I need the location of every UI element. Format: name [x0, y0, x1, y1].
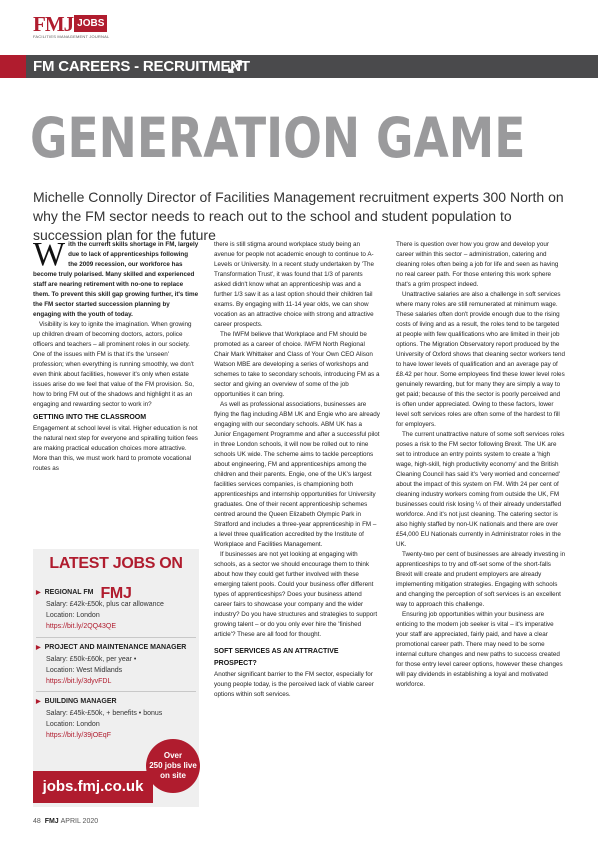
page-number: 48 — [33, 818, 41, 825]
job-title: REGIONAL FM — [44, 589, 94, 596]
body-paragraph: Ensuring job opportunities within your business are enticing to the modern job seeker is vital – it's imperative your staff are appreciated, fairly paid, and have a clear promotional career path. There may need to be some internal culture changes and new paths to success created for those entry level career options, however these changes will pay dividends in establishing a loyal and motivated workforce. — [396, 611, 563, 688]
section-title: FM CAREERS - RECRUITMENT — [33, 58, 250, 75]
job-salary: Salary: £42k-£50k, plus car allowance — [46, 601, 164, 608]
job-title: BUILDING MANAGER — [44, 698, 117, 705]
job-salary: Salary: £50k-£60k, per year • — [46, 656, 137, 663]
job-link[interactable]: https://bit.ly/2QQ43QE — [46, 623, 117, 630]
logo-jobs-box: JOBS — [74, 15, 107, 32]
body-paragraph: The current unattractive nature of some soft services roles poses a risk to the FM sector following Brexit. The UK are set to introduce an entry points system to create a 'high wage, high-skill, high productivity economy' and the British Cleaning Council has said it's 'very worried and concerned' about the impact of this system on FM. With 24 per cent of cleaning industry workers coming from outside the UK, FM businesses could risk losing ¼ of their already understaffed workforce. And it's not just cleaning. The catering sector is also highly staffed by non-UK nationals and there are over £54,000 EU Nationals currently in Administrator roles in the UK. — [396, 431, 565, 548]
body-paragraph: If businesses are not yet looking at engaging with schools, as a sector we should encourage them to think about how they could get further involved with these emerging talent pools. Could your business offer different types of apprenticeships? Does your business attend career fairs to showcase your company and the wider industry? Do you have structures and strategies to support growing talent – or do you only ever hire the 'finished article'? These are all food for thought. — [214, 551, 378, 638]
job-salary: Salary: £45k-£50k, + benefits • bonus — [46, 710, 163, 717]
dropcap: W — [33, 236, 66, 273]
badge-line: 250 jobs live — [149, 761, 197, 770]
badge-line: Over — [163, 751, 183, 760]
triangle-bullet-icon: ▶ — [36, 699, 41, 705]
job-link[interactable]: https://bit.ly/3dyvFDL — [46, 678, 112, 685]
triangle-bullet-icon: ▶ — [36, 590, 41, 596]
folio-issue: APRIL 2020 — [60, 818, 99, 825]
latest-jobs-heading: LATEST JOBS ON FMJ — [49, 555, 183, 602]
article-column-2 — [214, 240, 380, 700]
job-location: Location: London — [46, 612, 100, 619]
job-title: PROJECT AND MAINTENANCE MANAGER — [44, 644, 187, 651]
divider — [36, 691, 196, 692]
body-paragraph: Visibility is key to ignite the imagination. When growing up children dream of becoming doctors, actors, police officers and teachers – all prominent roles in our society. One of the issues with FM is that it's the 'unseen' profession; when everything is running smoothly, we don't even think about facilities, however it's only when estate issues arise do we feel that value of the FM provision. So, how to bring FM out of the shadows and highlight it as an engaging and rewarding sector to work in? — [33, 321, 195, 408]
body-paragraph: Engagement at school level is vital. Higher education is not the natural next step for everyone and spiralling tuition fees are making practical education choices more attractive. More than this, we must work hard to promote vocational routes as — [33, 425, 198, 472]
job-location: Location: West Midlands — [46, 667, 123, 674]
expand-arrows-icon — [226, 58, 244, 75]
job-listing — [36, 587, 198, 632]
job-location: Location: London — [46, 721, 100, 728]
body-paragraph: There is question over how you grow and develop your career within this sector – administration, catering and cleaning roles often being a job for life and seen as having no real career path. For those entering this work sphere that's a grim prospect indeed. — [396, 241, 559, 288]
logo-tagline: FACILITIES MANAGEMENT JOURNAL — [33, 34, 110, 39]
jobs-count-badge — [146, 739, 200, 793]
section-bar-accent — [0, 55, 26, 78]
body-paragraph: there is still stigma around workplace study being an avenue for people not academic enough to continue to A-Levels or University. In a recent study undertaken by 'The Transformation Trust', it was found that 1/3 of parents asked didn't know what an apprenticeship was and a further 1/3 saw it as a last option should their children fail exams. By engaging with 11-14 year olds, we can show vocation as an attractive choice with strong and attractive career prospects. — [214, 241, 374, 328]
job-link[interactable]: https://bit.ly/39jOEqF — [46, 732, 111, 739]
logo-main: FMJ — [33, 12, 74, 36]
body-paragraph: Unattractive salaries are also a challenge in soft services where many roles are still remunerated at minimum wage. These salaries often don't provide enough due to the rising costs of living and as a result, the roles tend to be targeted at people with few qualifications who are limited in their job options. The Migration Observatory report produced by the University of Oxford shows that cleaning sector workers tend to have lower levels of qualification and an average pay of £8.42 per hour. Some employees find these lower level roles genuinely rewarding, but for many they are simply a way to get paid; because of this the sector is poorly perceived and is often under appreciated. Owing to these factors, lower level soft services roles are often some of the hardest to fill for employers. — [396, 291, 566, 428]
article-standfirst: Michelle Connolly Director of Facilities Management recruitment experts 300 North on why the FM sector needs to reach out to the school and student population to succession plan for the future — [33, 189, 564, 243]
article-column-1 — [33, 236, 199, 474]
job-listing — [36, 642, 198, 687]
jobs-site-link[interactable]: jobs.fmj.co.uk — [33, 771, 153, 803]
divider — [36, 637, 196, 638]
body-paragraph: Another significant barrier to the FM sector, especially for young people today, is the perceived lack of viable career options within soft services. — [214, 671, 374, 698]
subheading: GETTING INTO THE CLASSROOM — [33, 414, 147, 421]
page-folio — [33, 818, 98, 825]
body-paragraph: The IWFM believe that Workplace and FM should be promoted as a career of choice. IWFM North Regional Chair Mark Whittaker and Class of Your Own CEO Alison Watson MBE are developing a series of workshops and schemes to take to secondary schools, introducing FM as a sector and giving an overview of some of the job opportunities it can bring. — [214, 331, 380, 398]
triangle-bullet-icon: ▶ — [36, 645, 41, 651]
article-column-3 — [396, 240, 566, 690]
body-paragraph: As well as professional associations, businesses are flying the flag including ABM UK and Engie who are already engaging with our secondary schools. ABM UK has a Junior Engagement Programme and after a successful pilot in three London schools, it will now be rolled out to nine schools UK wide. The scheme aims to tackle perceptions about engineering, FM and apprenticeships among the children and their parents. Engie, one of the UK's largest facilities services companies, is championing both apprenticeships and internship opportunities for University graduates. One of their recent apprenticeship schemes centred around the Queen Elizabeth Olympic Park in Stratford and includes a three-year apprenticeship in FM – a level three qualification accredited by the Institute of Workplace and Facilities Management. — [214, 401, 380, 548]
badge-line: on site — [160, 771, 186, 780]
folio-mag: FMJ — [44, 818, 59, 825]
subheading: SOFT SERVICES AS AN ATTRACTIVE PROSPECT? — [214, 648, 339, 667]
job-listing — [36, 696, 198, 741]
body-paragraph: Twenty-two per cent of businesses are already investing in apprenticeships to try and off-set some of the short-falls Brexit will create and prudent employers are already implementing mitigation strategies. Engaging with schools and changing the perception of soft services is an excellent way to approach this challenge. — [396, 551, 566, 608]
intro-paragraph: ith the current skills shortage in FM, largely due to lack of apprenticeships following the 2009 recession, our workforce has become truly polarised. Many skilled and experienced staff are nearing retirement with no-one to replace them. To prevent this skill gap growing further, it's time the FM sector started succession planning by engaging with the youth of today. — [33, 241, 199, 318]
article-title: GENERATION GAME — [30, 106, 526, 170]
